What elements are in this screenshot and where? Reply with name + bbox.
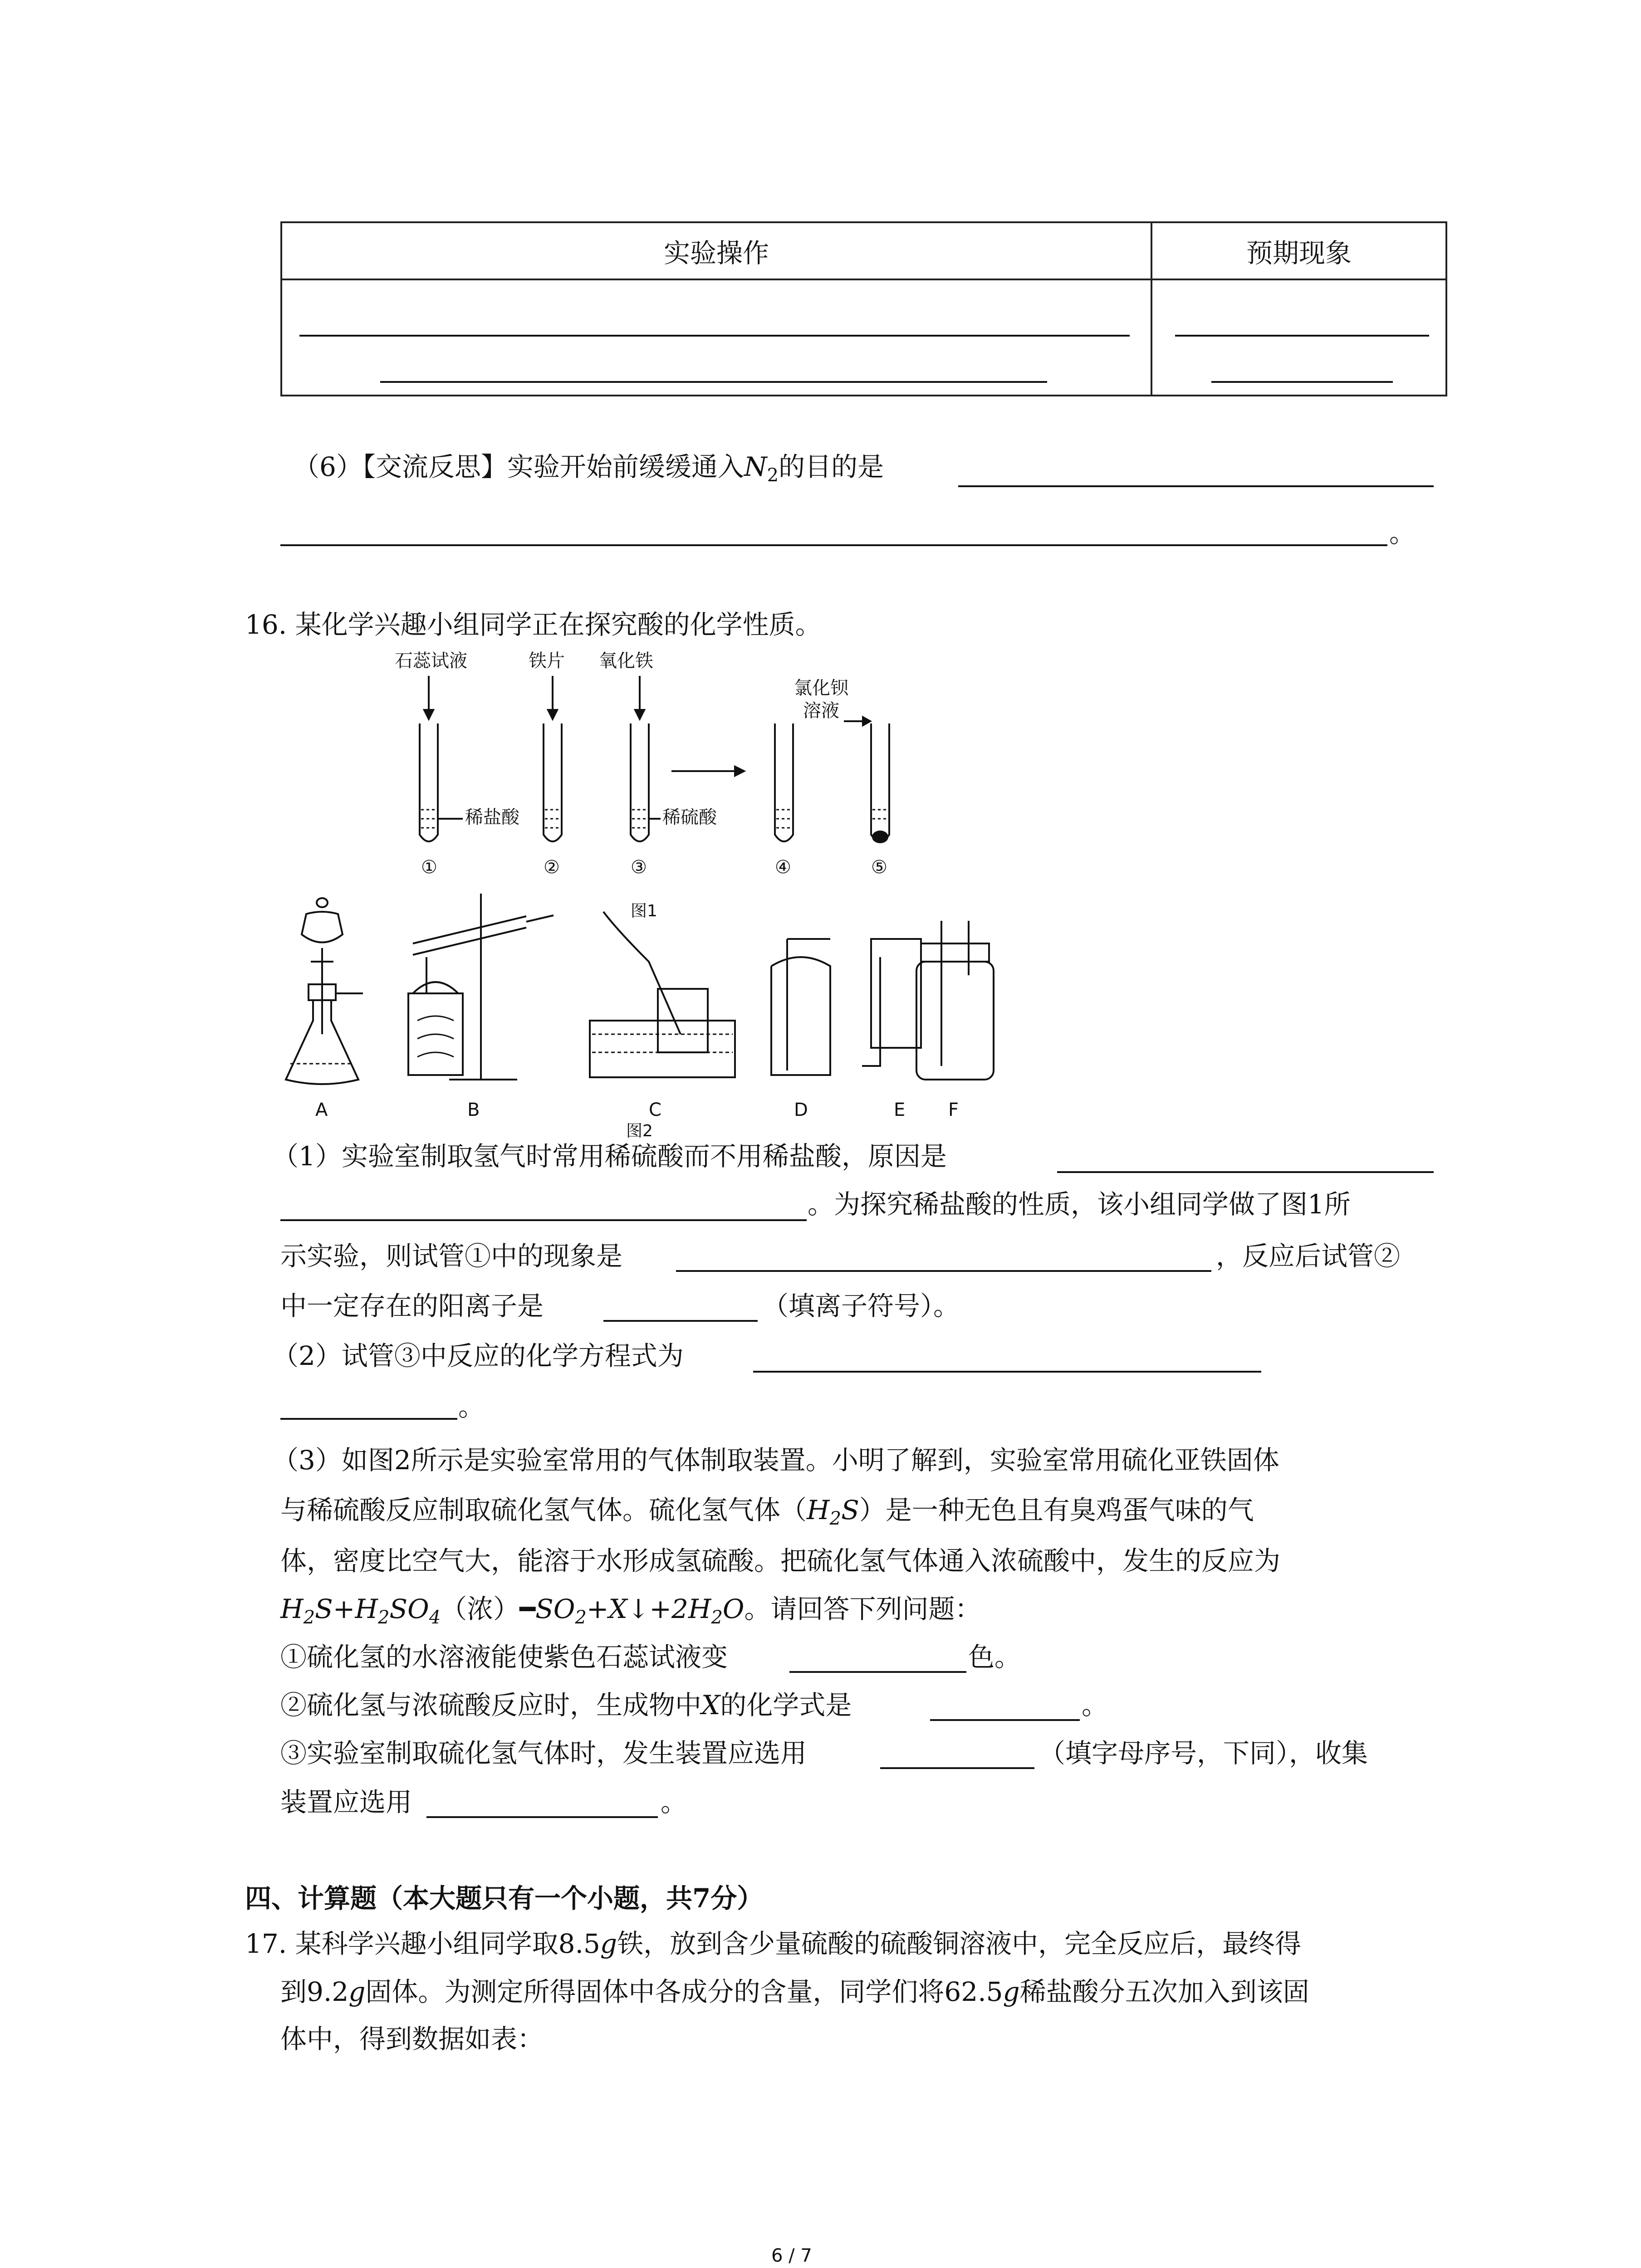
- test-tube-4: [775, 723, 793, 841]
- answer-blank[interactable]: [789, 1671, 966, 1673]
- answer-blank[interactable]: [299, 335, 1130, 337]
- apparatus-e: [862, 939, 921, 1066]
- section-4-title: 四、计算题（本大题只有一个小题，共7分）: [245, 1883, 764, 1914]
- label-b: B: [467, 1100, 480, 1120]
- apparatus-c: [590, 912, 735, 1077]
- table-cell-phenomenon: [1151, 279, 1446, 396]
- label-litmus: 石蕊试液: [395, 650, 467, 671]
- apparatus-f: [916, 921, 994, 1080]
- q16-stem: 16. 某化学兴趣小组同学正在探究酸的化学性质。: [245, 609, 822, 640]
- answer-blank[interactable]: [426, 1816, 658, 1818]
- answer-blank[interactable]: [380, 381, 1047, 383]
- apparatus-a: [286, 898, 363, 1084]
- q16-p1-line3b: ，反应后试管②: [1216, 1241, 1401, 1271]
- q16-p1-line3a: 示实验，则试管①中的现象是: [280, 1241, 623, 1271]
- q16-sub1a: ①硫化氢的水溶液能使紫色石蕊试液变: [280, 1642, 728, 1672]
- reaction-equation: $H_2S+H_2SO_4$（浓）$━SO_2+X↓+2H_2O$。请回答下列问题：: [280, 1593, 981, 1628]
- label-a: A: [315, 1100, 328, 1120]
- q17-line1: 17. 某科学兴趣小组同学取8.5g铁，放到含少量硫酸的硫酸铜溶液中，完全反应后，最终得: [245, 1928, 1302, 1959]
- label-iron: 铁片: [529, 650, 565, 671]
- answer-blank[interactable]: [1211, 381, 1393, 383]
- q16-sub3a: ③实验室制取硫化氢气体时，发生装置应选用: [280, 1738, 807, 1769]
- answer-blank[interactable]: [880, 1767, 1034, 1769]
- q16-sub3b: （填字母序号，下同），收集: [1039, 1738, 1368, 1769]
- tube-num-3: ③: [631, 857, 647, 878]
- experiment-table: [280, 221, 1447, 396]
- q16-sub3-end: 。: [661, 1787, 687, 1818]
- fig2-caption: 图2: [626, 1122, 653, 1139]
- label-e: E: [894, 1100, 906, 1120]
- answer-blank[interactable]: [676, 1270, 1211, 1272]
- q16-p1-line2: 。为探究稀盐酸的性质，该小组同学做了图1所: [808, 1189, 1351, 1220]
- answer-blank[interactable]: [603, 1320, 758, 1322]
- label-hcl: 稀盐酸: [465, 807, 519, 828]
- answer-blank[interactable]: [1057, 1171, 1434, 1173]
- label-d: D: [794, 1100, 808, 1120]
- label-fe2o3: 氧化铁: [599, 650, 653, 671]
- label-bacl2-2: 溶液: [803, 700, 839, 721]
- tube-num-1: ①: [421, 857, 437, 878]
- q17-line3: 体中，得到数据如表：: [280, 2024, 544, 2054]
- label-bacl2-1: 氯化钡: [794, 678, 848, 699]
- q16-sub2-end: 。: [1082, 1690, 1108, 1721]
- q16-p3-line3: 体，密度比空气大，能溶于水形成氢硫酸。把硫化氢气体通入浓硫酸中，发生的反应为: [280, 1545, 1281, 1576]
- q17-line2: 到9.2g固体。为测定所得固体中各成分的含量，同学们将62.5g稀盐酸分五次加入到该固: [280, 1976, 1309, 2007]
- tube-num-2: ②: [544, 857, 560, 878]
- q16-p3-line2: 与稀硫酸反应制取硫化氢气体。硫化氢气体$(H_2S)$是一种无色且有臭鸡蛋气味的气: [280, 1495, 1254, 1529]
- tube-num-4: ④: [775, 857, 791, 878]
- apparatus-b: [408, 894, 554, 1080]
- answer-blank[interactable]: [280, 1219, 807, 1221]
- figure-1: [372, 644, 944, 921]
- q16-p1-line1: （1）实验室制取氢气时常用稀硫酸而不用稀盐酸，原因是: [272, 1141, 947, 1172]
- answer-blank[interactable]: [1175, 335, 1429, 337]
- table-cell-operation: [281, 279, 1151, 396]
- test-tube-1: [420, 723, 438, 841]
- q6-line1: （6）【交流反思】实验开始前缓缓通入$N_2$的目的是: [293, 451, 884, 486]
- q16-sub1b: 色。: [968, 1642, 1021, 1672]
- tube-num-5: ⑤: [871, 857, 887, 878]
- table-header-phenomenon: 预期现象: [1151, 222, 1446, 279]
- answer-blank[interactable]: [280, 544, 1387, 546]
- test-tube-2: [544, 723, 562, 841]
- answer-blank[interactable]: [753, 1371, 1261, 1373]
- page-number: 6 / 7: [771, 2245, 812, 2266]
- q16-p2-line1: （2）试管③中反应的化学方程式为: [272, 1340, 684, 1371]
- label-c: C: [649, 1100, 661, 1120]
- answer-blank[interactable]: [280, 1418, 457, 1420]
- q6-end: 。: [1389, 518, 1416, 548]
- answer-blank[interactable]: [930, 1719, 1080, 1721]
- q16-sub2: ②硫化氢与浓硫酸反应时，生成物中X的化学式是: [280, 1690, 852, 1721]
- q16-p1-line4a: 中一定存在的阳离子是: [280, 1290, 544, 1321]
- label-h2so4: 稀硫酸: [662, 807, 717, 828]
- apparatus-d: [771, 939, 830, 1075]
- test-tube-3: [631, 723, 649, 841]
- test-tube-5: [871, 723, 889, 841]
- q16-p2-end: 。: [458, 1391, 485, 1422]
- answer-blank[interactable]: [958, 485, 1434, 487]
- q16-sub3c: 装置应选用: [280, 1787, 412, 1818]
- q16-p3-line1: （3）如图2所示是实验室常用的气体制取装置。小明了解到，实验室常用硫化亚铁固体: [272, 1445, 1279, 1476]
- table-header-operation: 实验操作: [281, 222, 1151, 279]
- figure-2: [272, 885, 1089, 1139]
- fig1-caption: 图1: [631, 902, 657, 920]
- q16-p1-line4b: （填离子符号）。: [762, 1290, 960, 1321]
- label-f: F: [948, 1100, 959, 1120]
